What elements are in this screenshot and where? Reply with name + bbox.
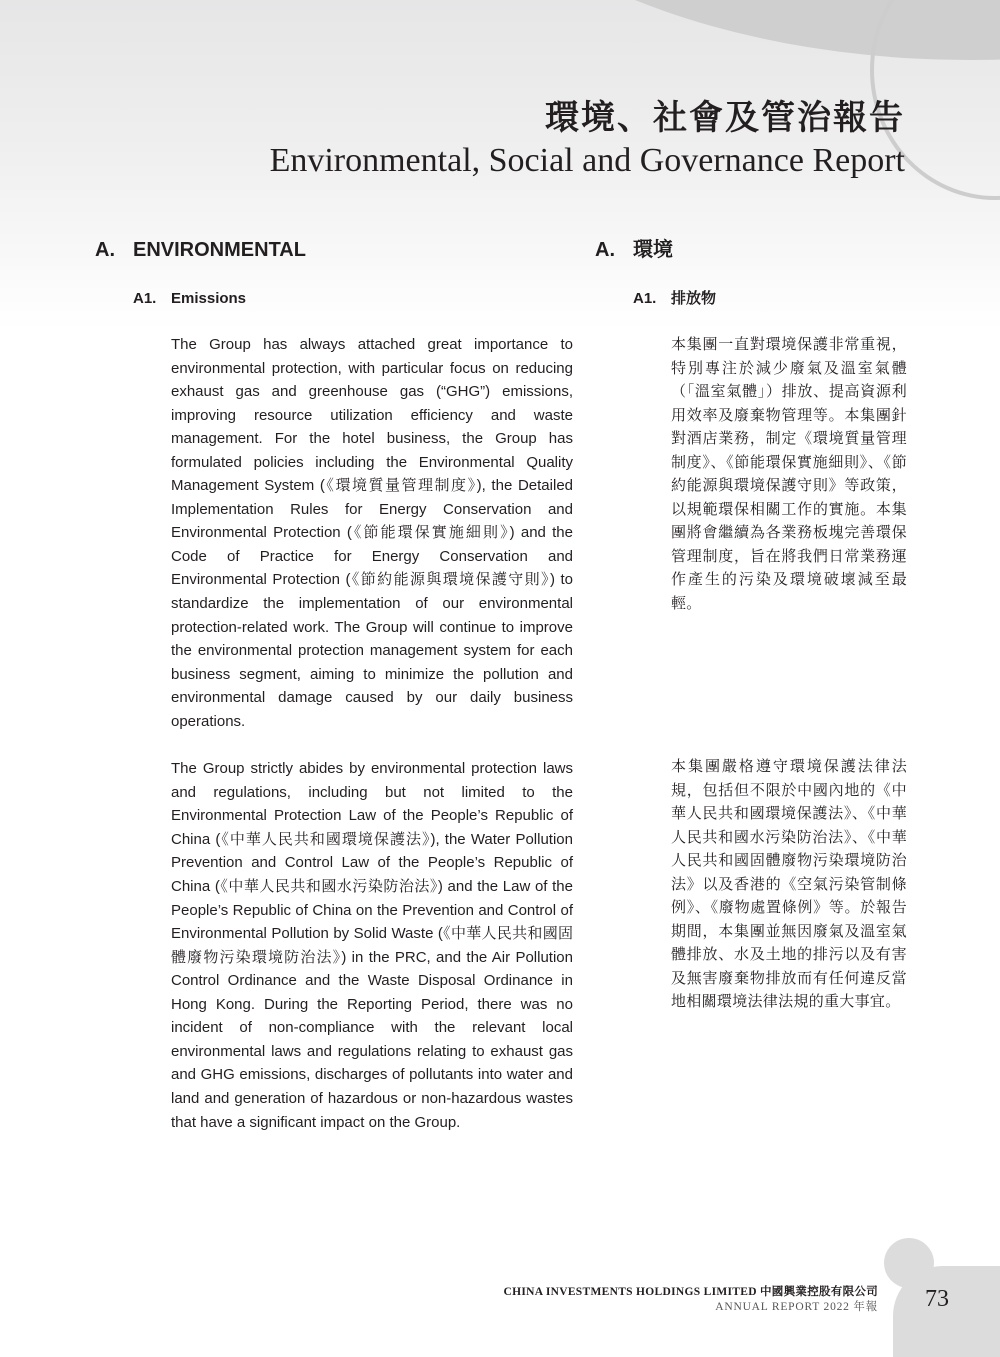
subsection-heading-english — [133, 287, 573, 311]
section-letter: A. — [95, 239, 115, 261]
section-title: 環境 — [633, 239, 673, 261]
paragraph-english-1: The Group has always attached great importance to environmental protection, with particular focus on reducing exhaust gas and greenhouse gas (“GHG”) emissions, improving resource utilization efficiency and waste management. For the hotel business, the Group has formulated policies including the Environmental Quality Management System (《環境質量管理制度》), the Detailed Implementation Rules for Energy Conservation and Environmental Protection (《節能環保實施細則》) and the Code of Practice for Energy Conservation and Environmental Protection (《節約能源與環境保護守則》) to standardize the implementation of our environmental protection-related work. The Group will continue to improve the environmental protection management system for each business segment, aiming to minimize the pollution and environmental damage caused by our daily business operations. — [171, 336, 573, 730]
section-heading-chinese — [595, 235, 907, 265]
english-column — [95, 235, 573, 1134]
report-title-chinese: 環境、社會及管治報告 — [545, 98, 905, 138]
english-body — [171, 333, 573, 1134]
report-name: ANNUAL REPORT 2022 年報 — [715, 1301, 878, 1313]
section-title: ENVIRONMENTAL — [133, 239, 306, 261]
page-footer — [503, 1285, 878, 1315]
subsection-number: A1. — [633, 290, 657, 307]
company-name: CHINA INVESTMENTS HOLDINGS LIMITED 中國興業控股有限公司 — [503, 1286, 878, 1298]
report-header — [270, 96, 905, 182]
page-number: 73 — [925, 1286, 949, 1312]
paragraph-english-2: The Group strictly abides by environmental protection laws and regulations, including but not limited to the Environmental Protection Law of the People’s Republic of China (《中華人民共和國環境保護法》), the Water Pollution Prevention and Control Law of the People’s Republic of China (《中華人民共和國水污染防治法》) and the Law of the People’s Republic of China on the Prevention and Control of Environmental Pollution by Solid Waste (《中華人民共和國固體廢物污染環境防治法》) in the PRC, and the Air Pollution Control Ordinance and the Waste Disposal Ordinance in Hong Kong. During the Reporting Period, there was no incident of non-compliance with the relevant local environmental laws and regulations relating to exhaust gas and GHG emissions, discharges of pollutants into water and land and generation of hazardous or non-hazardous wastes that have a significant impact on the Group. — [171, 760, 573, 1131]
subsection-title: Emissions — [171, 290, 247, 307]
report-title-english: Environmental, Social and Governance Report — [269, 142, 905, 179]
chinese-column — [595, 235, 907, 1011]
subsection-number: A1. — [133, 290, 157, 307]
subsection-title: 排放物 — [671, 290, 717, 307]
subsection-heading-chinese — [633, 287, 907, 311]
section-heading-english — [95, 235, 573, 265]
paragraph-chinese-1: 本集團一直對環境保護非常重視，特別專注於減少廢氣及溫室氣體（「溫室氣體」）排放、提高資源利用效率及廢棄物管理等。本集團針對酒店業務，制定《環境質量管理制度》、《節能環保實施細則》、《節約能源與環境保護守則》等政策，以規範環保相關工作的實施。本集團將會繼續為各業務板塊完善環保管理制度，旨在將我們日常業務運作產生的污染及環境破壞減至最輕。 — [671, 336, 907, 613]
paragraph-chinese-2: 本集團嚴格遵守環境保護法律法規，包括但不限於中國內地的《中華人民共和國環境保護法》、《中華人民共和國水污染防治法》、《中華人民共和國固體廢物污染環境防治法》以及香港的《空氣污染管制條例》、《廢物處置條例》等。於報告期間，本集團並無因廢氣及溫室氣體排放、水及土地的排污以及有害及無害廢棄物排放而有任何違反當地相關環境法律法規的重大事宜。 — [671, 758, 907, 1011]
chinese-body — [671, 333, 907, 616]
section-letter: A. — [595, 239, 615, 261]
